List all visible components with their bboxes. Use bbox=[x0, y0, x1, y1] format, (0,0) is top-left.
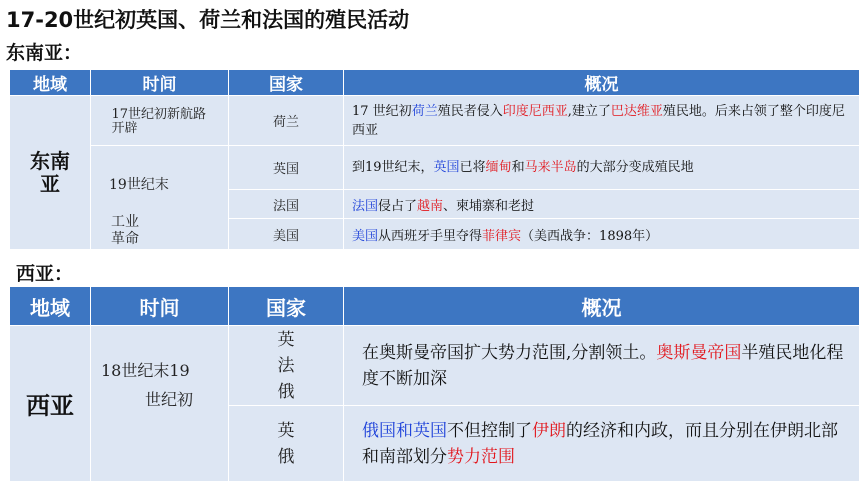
header-desc: 概况 bbox=[344, 287, 860, 326]
country-cell-france: 法国 bbox=[229, 190, 344, 219]
time-cell: 19世纪末 工业革命 bbox=[91, 146, 229, 250]
desc-cell-netherlands: 17 世纪初荷兰殖民者侵入印度尼西亚,建立了巴达维亚殖民地。后来占领了整个印度尼西亚 bbox=[344, 96, 860, 146]
header-desc: 概况 bbox=[344, 70, 860, 96]
region-text: 东南亚 bbox=[30, 148, 70, 196]
desc-cell-france: 法国侵占了越南、柬埔寨和老挝 bbox=[344, 190, 860, 219]
desc-cell-usa: 美国从西班牙手里夺得菲律宾（美西战争：1898年） bbox=[344, 219, 860, 250]
header-time: 时间 bbox=[91, 70, 229, 96]
region-cell: 西亚 bbox=[10, 326, 91, 482]
header-region: 地域 bbox=[10, 70, 91, 96]
header-region: 地域 bbox=[10, 287, 91, 326]
page-title: 17-20世纪初英国、荷兰和法国的殖民活动 bbox=[6, 8, 410, 32]
desc-cell-ottoman: 在奥斯曼帝国扩大势力范围,分割领土。奥斯曼帝国半殖民地化程度不断加深 bbox=[344, 326, 860, 406]
country-cell-britain-france-russia: 英 法 俄 bbox=[229, 326, 344, 406]
header-time: 时间 bbox=[91, 287, 229, 326]
country-cell-netherlands: 荷兰 bbox=[229, 96, 344, 146]
west-asia-table bbox=[9, 286, 860, 482]
time-cell: 18世纪末19 世纪初 bbox=[91, 326, 229, 482]
section-heading-west-asia: 西亚： bbox=[16, 263, 74, 285]
header-country: 国家 bbox=[229, 70, 344, 96]
southeast-asia-table bbox=[9, 69, 860, 250]
time-cell: 17世纪初新航路开辟 bbox=[91, 96, 229, 146]
desc-cell-iran: 俄国和英国不但控制了伊朗的经济和内政，而且分别在伊朗北部和南部划分势力范围 bbox=[344, 406, 860, 482]
header-country: 国家 bbox=[229, 287, 344, 326]
country-cell-usa: 美国 bbox=[229, 219, 344, 250]
country-cell-britain: 英国 bbox=[229, 146, 344, 190]
desc-cell-britain: 到19世纪末，英国已将缅甸和马来半岛的大部分变成殖民地 bbox=[344, 146, 860, 190]
section-heading-southeast-asia: 东南亚： bbox=[6, 42, 83, 64]
country-cell-britain-russia: 英 俄 bbox=[229, 406, 344, 482]
region-cell bbox=[10, 96, 91, 250]
